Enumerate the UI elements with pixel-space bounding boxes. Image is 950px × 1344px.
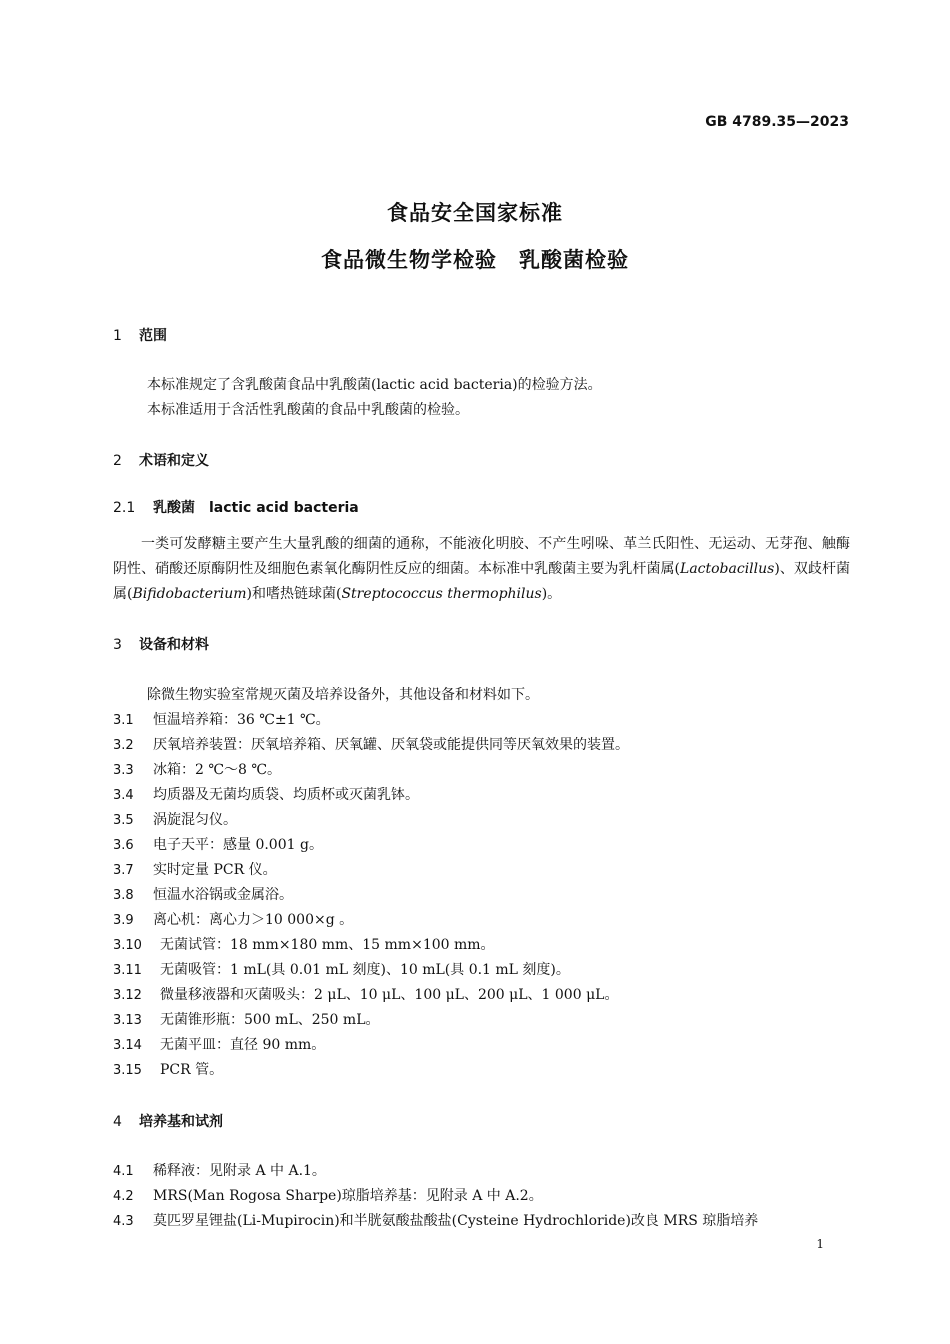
section-number: 2: [113, 453, 122, 469]
list-item: 3.10 无菌试管：18 mm×180 mm、15 mm×100 mm。: [113, 937, 495, 953]
list-item: 3.12 微量移液器和灭菌吸头：2 μL、10 μL、100 μL、200 μL、1 000 μL。: [113, 987, 619, 1003]
section-title: 术语和定义: [139, 453, 209, 469]
scope-paragraph-2: 本标准适用于含活性乳酸菌的食品中乳酸菌的检验。: [147, 402, 469, 418]
list-item: 3.14 无菌平皿：直径 90 mm。: [113, 1037, 326, 1053]
list-item: 3.8 恒温水浴锅或金属浴。: [113, 887, 293, 903]
list-item: 3.9 离心机：离心力＞10 000×g 。: [113, 912, 354, 928]
title-line-1: 食品安全国家标准: [387, 201, 563, 225]
subsection-number: 2.1: [113, 500, 136, 516]
section-title: 培养基和试剂: [139, 1114, 223, 1130]
section-4-heading: [113, 1111, 223, 1131]
section-1-heading: [113, 325, 167, 345]
list-item: 3.2 厌氧培养装置：厌氧培养箱、厌氧罐、厌氧袋或能提供同等厌氧效果的装置。: [113, 737, 629, 753]
section-title: 范围: [139, 328, 167, 344]
list-item: 3.15 PCR 管。: [113, 1062, 224, 1078]
list-item: 3.7 实时定量 PCR 仪。: [113, 862, 277, 878]
section-number: 3: [113, 637, 122, 653]
subsection-2-1-heading: [113, 497, 359, 517]
list-item: 4.1 稀释液：见附录 A 中 A.1。: [113, 1163, 326, 1179]
list-item: 3.6 电子天平：感量 0.001 g。: [113, 837, 323, 853]
list-item: 3.1 恒温培养箱：36 ℃±1 ℃。: [113, 712, 330, 728]
scope-paragraph-1: 本标准规定了含乳酸菌食品中乳酸菌(lactic acid bacteria)的检验方法。: [147, 377, 602, 393]
list-item: 4.2 MRS(Man Rogosa Sharpe)琼脂培养基：见附录 A 中 A.2。: [113, 1188, 543, 1204]
section-3-heading: [113, 634, 209, 654]
list-item: 3.5 涡旋混匀仪。: [113, 812, 237, 828]
subsection-title: 乳酸菌 lactic acid bacteria: [153, 500, 359, 516]
equipment-intro: 除微生物实验室常规灭菌及培养设备外，其他设备和材料如下。: [147, 687, 539, 703]
page-number: 1: [816, 1237, 824, 1251]
list-item: 3.11 无菌吸管：1 mL(具 0.01 mL 刻度)、10 mL(具 0.1 mL 刻度)。: [113, 962, 570, 978]
list-item: 4.3 莫匹罗星锂盐(Li-Mupirocin)和半胱氨酸盐酸盐(Cysteine Hydrochloride)改良 MRS 琼脂培养: [113, 1213, 759, 1229]
list-item: 3.4 均质器及无菌均质袋、均质杯或灭菌乳钵。: [113, 787, 419, 803]
list-item: 3.13 无菌锥形瓶：500 mL、250 mL。: [113, 1012, 380, 1028]
section-2-heading: [113, 450, 209, 470]
list-item: 3.3 冰箱：2 ℃～8 ℃。: [113, 762, 282, 778]
section-number: 4: [113, 1114, 122, 1130]
section-title: 设备和材料: [139, 637, 209, 653]
definition-paragraph: 一类可发酵糖主要产生大量乳酸的细菌的通称，不能液化明胶、不产生吲哚、革兰氏阳性、无运动、无芽孢、触酶阴性、硝酸还原酶阴性及细胞色素氧化酶阴性反应的细菌。本标准中乳酸菌主要为乳杆菌属(Lactobacillus)、双歧杆菌属(Bifidobacterium)和嗜热链球菌(Streptococcus thermophilus)。: [113, 536, 850, 602]
standard-number: GB 4789.35—2023: [705, 114, 849, 130]
section-number: 1: [113, 328, 122, 344]
title-line-2: 食品微生物学检验 乳酸菌检验: [321, 248, 629, 272]
